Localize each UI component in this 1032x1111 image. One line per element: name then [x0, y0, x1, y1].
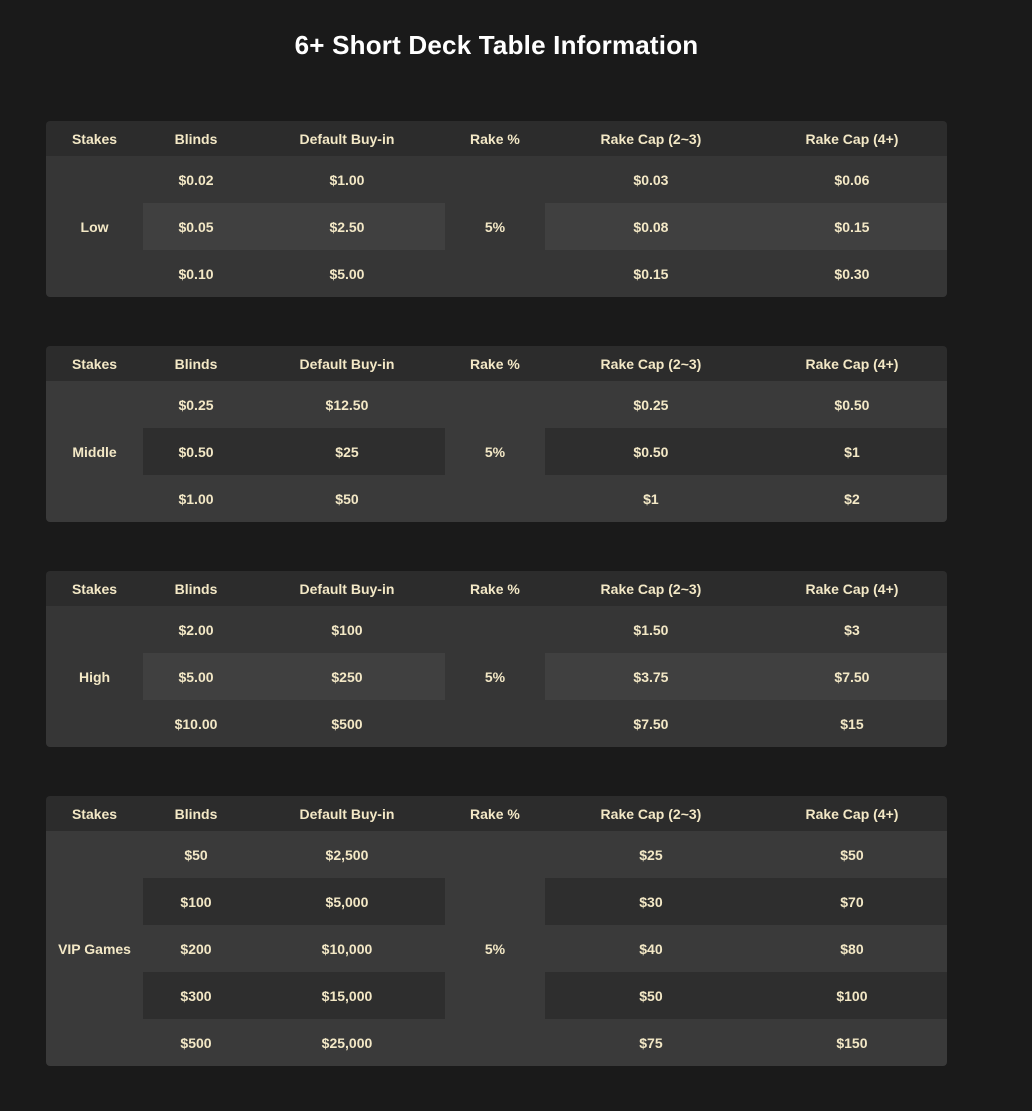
- rake-cap-23-value: $30: [545, 878, 757, 925]
- table-body: [46, 606, 947, 747]
- blinds-value: $1.00: [178, 490, 214, 507]
- column-header-rake-percent: Rake %: [470, 355, 520, 372]
- table-body: [46, 381, 947, 522]
- rake-cap-23-value: $0.50: [545, 428, 757, 475]
- table-body: [46, 156, 947, 297]
- table-header-row: [46, 571, 947, 606]
- rake-cap-4plus-value: $150: [836, 1034, 868, 1051]
- rake-cap-4plus-value: $100: [757, 972, 947, 1019]
- blinds-value: $0.50: [143, 428, 249, 475]
- rake-cap-4plus-value: $80: [840, 940, 864, 957]
- buyin-value: $25,000: [321, 1034, 373, 1051]
- rake-cap-23-value: $40: [639, 940, 663, 957]
- stakes-label: VIP Games: [58, 940, 131, 957]
- buyin-value: $1.00: [329, 171, 365, 188]
- blinds-value: $0.10: [178, 265, 214, 282]
- buyin-value: $5,000: [249, 878, 445, 925]
- rake-cap-4plus-value: $0.50: [834, 396, 870, 413]
- blinds-value: $200: [180, 940, 212, 957]
- table-high-stakes: [46, 571, 947, 747]
- rake-cap-23-value: $3.75: [545, 653, 757, 700]
- rake-cap-4plus-value: $0.06: [834, 171, 870, 188]
- buyin-value: $15,000: [249, 972, 445, 1019]
- stakes-label: High: [78, 668, 111, 685]
- table-body: [46, 831, 947, 1066]
- blinds-value: $0.02: [178, 171, 214, 188]
- buyin-value: $2.50: [249, 203, 445, 250]
- rake-cap-23-value: $25: [639, 846, 663, 863]
- blinds-value: $0.05: [143, 203, 249, 250]
- buyin-value: $5.00: [329, 265, 365, 282]
- buyin-value: $10,000: [321, 940, 373, 957]
- blinds-value: $5.00: [143, 653, 249, 700]
- blinds-value: $10.00: [174, 715, 218, 732]
- column-header-default-buyin: Default Buy-in: [299, 805, 395, 822]
- buyin-value: $500: [331, 715, 363, 732]
- rake-cap-23-value: $0.25: [633, 396, 669, 413]
- column-header-rake-cap-4plus: Rake Cap (4+): [805, 130, 899, 147]
- rake-cap-4plus-value: $70: [757, 878, 947, 925]
- rake-cap-4plus-value: $7.50: [757, 653, 947, 700]
- column-header-stakes: Stakes: [71, 130, 118, 147]
- rake-cap-23-value: $75: [639, 1034, 663, 1051]
- column-header-default-buyin: Default Buy-in: [299, 580, 395, 597]
- rake-cap-4plus-value: $2: [844, 490, 860, 507]
- rake-percent-value: 5%: [484, 940, 506, 957]
- column-header-blinds: Blinds: [174, 805, 218, 822]
- table-header-row: [46, 121, 947, 156]
- rake-cap-23-value: $7.50: [633, 715, 669, 732]
- column-header-rake-percent: Rake %: [470, 580, 520, 597]
- column-header-rake-cap-4plus: Rake Cap (4+): [805, 805, 899, 822]
- column-header-stakes: Stakes: [71, 355, 118, 372]
- blinds-value: $2.00: [178, 621, 214, 638]
- rake-percent-value: 5%: [484, 443, 506, 460]
- rake-cap-4plus-value: $50: [840, 846, 864, 863]
- blinds-value: $0.25: [178, 396, 214, 413]
- buyin-value: $100: [331, 621, 363, 638]
- page-title: 6+ Short Deck Table Information: [294, 30, 699, 60]
- rake-cap-4plus-value: $1: [757, 428, 947, 475]
- rake-cap-23-value: $1: [643, 490, 659, 507]
- column-header-rake-cap-4plus: Rake Cap (4+): [805, 580, 899, 597]
- blinds-value: $300: [143, 972, 249, 1019]
- rake-cap-4plus-value: $15: [840, 715, 864, 732]
- rake-cap-23-value: $50: [545, 972, 757, 1019]
- table-low-stakes: [46, 121, 947, 297]
- rake-percent-value: 5%: [484, 668, 506, 685]
- column-header-rake-cap-23: Rake Cap (2~3): [600, 805, 702, 822]
- stakes-label: Low: [80, 218, 109, 235]
- column-header-rake-cap-23: Rake Cap (2~3): [600, 355, 702, 372]
- rake-cap-4plus-value: $0.30: [834, 265, 870, 282]
- blinds-value: $500: [180, 1034, 212, 1051]
- rake-cap-23-value: $0.15: [633, 265, 669, 282]
- column-header-blinds: Blinds: [174, 580, 218, 597]
- stakes-label: Middle: [72, 443, 117, 460]
- column-header-rake-percent: Rake %: [470, 805, 520, 822]
- rake-cap-23-value: $0.03: [633, 171, 669, 188]
- buyin-value: $250: [249, 653, 445, 700]
- column-header-rake-cap-23: Rake Cap (2~3): [600, 580, 702, 597]
- table-header-row: [46, 796, 947, 831]
- column-header-default-buyin: Default Buy-in: [299, 355, 395, 372]
- blinds-value: $50: [184, 846, 208, 863]
- rake-cap-4plus-value: $3: [844, 621, 860, 638]
- blinds-value: $100: [143, 878, 249, 925]
- buyin-value: $12.50: [325, 396, 369, 413]
- column-header-blinds: Blinds: [174, 355, 218, 372]
- page: [46, 30, 947, 1066]
- table-header-row: [46, 346, 947, 381]
- column-header-default-buyin: Default Buy-in: [299, 130, 395, 147]
- column-header-rake-percent: Rake %: [470, 130, 520, 147]
- buyin-value: $50: [335, 490, 359, 507]
- buyin-value: $25: [249, 428, 445, 475]
- buyin-value: $2,500: [325, 846, 369, 863]
- column-header-rake-cap-4plus: Rake Cap (4+): [805, 355, 899, 372]
- column-header-stakes: Stakes: [71, 580, 118, 597]
- rake-cap-4plus-value: $0.15: [757, 203, 947, 250]
- rake-percent-value: 5%: [484, 218, 506, 235]
- column-header-rake-cap-23: Rake Cap (2~3): [600, 130, 702, 147]
- rake-cap-23-value: $0.08: [545, 203, 757, 250]
- rake-cap-23-value: $1.50: [633, 621, 669, 638]
- table-vip-games: [46, 796, 947, 1066]
- column-header-stakes: Stakes: [71, 805, 118, 822]
- column-header-blinds: Blinds: [174, 130, 218, 147]
- table-middle-stakes: [46, 346, 947, 522]
